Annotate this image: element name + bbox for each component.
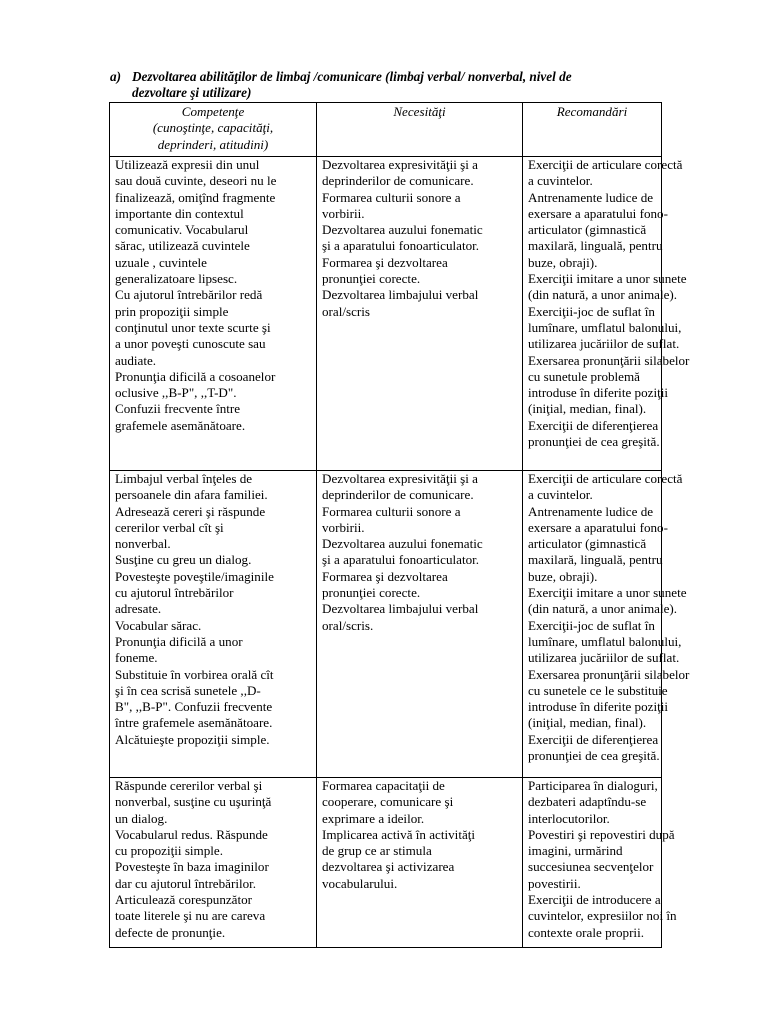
cell-text-line: oral/scris. [322, 617, 374, 633]
cell-text-line: nonverbal, susţine cu uşurinţă [115, 794, 272, 810]
cell-text-line: Vocabular sărac. [115, 617, 202, 633]
cell-text-line: a cuvintelor. [528, 487, 593, 503]
cell-text-line: Antrenamente ludice de [528, 189, 654, 205]
header-competente-line: Competenţe [181, 104, 245, 119]
table-row [110, 778, 662, 948]
cell-text-line: importante din contextul [115, 205, 244, 221]
cell-text-line: Exerciţii de diferenţierea [528, 417, 659, 433]
cell-text-line: prin propoziţii simple [115, 303, 229, 319]
cell-text-line: foneme. [115, 650, 158, 666]
cell-text-line: exersare a aparatului fono- [528, 519, 668, 535]
cell-text-line: Adresează cereri şi răspunde [115, 503, 266, 519]
cell-text-line: vorbirii. [322, 205, 365, 221]
cell-text-line: Exerciţii-joc de suflat în [528, 617, 655, 633]
header-necesitati-line: Necesităţi [393, 104, 446, 119]
cell-text-line: Dezvoltarea auzului fonematic [322, 536, 483, 552]
cell-text-line: generalizatoare lipsesc. [115, 271, 238, 287]
cell-text-line: oral/scris [322, 303, 370, 319]
cell-text-line: Exerciţii de articulare corectă [528, 157, 683, 172]
cell-text-line: Articulează corespunzător [115, 892, 253, 908]
cell-text-line: maxilară, linguală, pentru [528, 238, 663, 254]
cell-text-line: pronunţiei de cea greşită. [528, 748, 660, 764]
cell-text-line: Exersarea pronunţării silabelor [528, 666, 690, 682]
cell-text-line: B", ,,B-P". Confuzii frecvente [115, 699, 273, 715]
table-row [110, 471, 662, 778]
cell-recomandari [523, 157, 690, 471]
cell-text-line: exprimare a ideilor. [322, 810, 425, 826]
cell-text-line: Vocabularul redus. Răspunde [115, 826, 268, 842]
cell-necesitati [317, 471, 523, 778]
cell-text-line: audiate. [115, 352, 157, 368]
section-marker: a) [110, 69, 121, 84]
cell-text-line: sărac, utilizează cuvintele [115, 238, 250, 254]
cell-text-line: imagini, urmărind [528, 843, 623, 859]
cell-text-line: Povestiri şi repovestiri după [528, 826, 675, 842]
cell-text-line: conţinutul unor texte scurte şi [115, 319, 271, 335]
cell-text-line: Substituie în vorbirea orală cît [115, 666, 274, 682]
cell-text-line: Dezvoltarea limbajului verbal [322, 287, 479, 303]
header-recomandari [523, 103, 662, 157]
cell-text-line: deprinderilor de comunicare. [322, 173, 474, 189]
cell-text-line: toate literele şi nu are careva [115, 908, 266, 924]
cell-text-line: uzuale , cuvintele [115, 254, 207, 270]
cell-text-line: un dialog. [115, 810, 168, 826]
cell-text-line: Povesteşte poveştile/imaginile [115, 568, 274, 584]
cell-text-line: Exersarea pronunţării silabelor [528, 352, 690, 368]
cell-text-line: Povesteşte în baza imaginilor [115, 859, 269, 875]
cell-text-line: cererilor verbal cît şi [115, 519, 224, 535]
cell-text-line: dar cu ajutorul întrebărilor. [115, 875, 257, 891]
header-necesitati [317, 103, 523, 157]
cell-text-line: cu propoziţii simple. [115, 843, 224, 859]
cell-text-line: Pronunţia dificilă a unor [115, 633, 243, 649]
cell-text-line: Utilizează expresii din unul [115, 157, 260, 172]
cell-text-line: vorbirii. [322, 519, 365, 535]
cell-text-line: dezbateri adaptîndu-se [528, 794, 647, 810]
cell-text-line: buze, obraji). [528, 254, 598, 270]
cell-text-line: de grup ce ar stimula [322, 843, 432, 859]
cell-text-line: utilizarea jucăriilor de suflat. [528, 650, 680, 666]
cell-text-line: şi a aparatului fonoarticulator. [322, 552, 480, 568]
cell-text-line: persoanele din afara familiei. [115, 487, 268, 503]
cell-text-line: a cuvintelor. [528, 173, 593, 189]
cell-text-line: cu ajutorul întrebărilor [115, 585, 234, 601]
cell-text-line: Formarea capacitaţii de [322, 778, 445, 793]
cell-text-line: maxilară, linguală, pentru [528, 552, 663, 568]
cell-text-line: Cu ajutorul întrebărilor redă [115, 287, 263, 303]
cell-text-line: exersare a aparatului fono- [528, 205, 668, 221]
cell-text-line: Răspunde cererilor verbal şi [115, 778, 263, 793]
cell-text-line: Participarea în dialoguri, [528, 778, 658, 793]
cell-text-line: Implicarea activă în activităţi [322, 826, 476, 842]
table-row [110, 157, 662, 471]
cell-text-line: comunicativ. Vocabularul [115, 222, 249, 238]
cell-text-line: utilizarea jucăriilor de suflat. [528, 336, 680, 352]
assessment-table [109, 102, 690, 948]
header-competente-line: deprinderi, atitudini) [157, 136, 269, 152]
cell-text-line: lumînare, umflatul balonului, [528, 633, 682, 649]
cell-text-line: Antrenamente ludice de [528, 503, 654, 519]
cell-text-line: deprinderilor de comunicare. [322, 487, 474, 503]
cell-text-line: pronunţiei corecte. [322, 271, 421, 287]
cell-text-line: Pronunţia dificilă a cosoanelor [115, 368, 276, 384]
cell-text-line: Exerciţii de articulare corectă [528, 471, 683, 486]
cell-text-line: Susţine cu greu un dialog. [115, 552, 252, 568]
cell-text-line: Exerciţii imitare a unor sunete [528, 585, 687, 601]
header-competente [110, 103, 317, 157]
cell-text-line: Alcătuieşte propoziţii simple. [115, 731, 270, 747]
cell-necesitati [317, 778, 523, 948]
cell-text-line: (din natură, a unor animale). [528, 601, 678, 617]
cell-text-line: şi a aparatului fonoarticulator. [322, 238, 480, 254]
cell-competente [110, 157, 317, 471]
cell-text-line: povestirii. [528, 875, 581, 891]
cell-text-line: Formarea culturii sonore a [322, 189, 461, 205]
cell-text-line: contexte orale proprii. [528, 924, 644, 940]
cell-text-line: succesiunea secvenţelor [528, 859, 654, 875]
cell-competente [110, 471, 317, 778]
cell-text-line: Confuzii frecvente între [115, 401, 241, 417]
section-title-line-1: Dezvoltarea abilităţilor de limbaj /comunicare (limbaj verbal/ nonverbal, nivel de [132, 69, 572, 84]
section-title-line-2: dezvoltare şi utilizare) [132, 85, 252, 100]
cell-text-line: defecte de pronunţie. [115, 924, 226, 940]
header-recomandari-line: Recomandări [556, 104, 628, 119]
cell-text-line: nonverbal. [115, 536, 171, 552]
cell-text-line: dezvoltarea şi activizarea [322, 859, 455, 875]
cell-text-line: Exerciţii-joc de suflat în [528, 303, 655, 319]
cell-text-line: articulator (gimnastică [528, 222, 647, 238]
cell-text-line: între grafemele asemănătoare. [115, 715, 273, 731]
cell-text-line: Dezvoltarea expresivităţii şi a [322, 157, 478, 172]
cell-text-line: cuvintelor, expresiilor noi în [528, 908, 677, 924]
cell-text-line: cu sunetele ce le substituie [528, 682, 668, 698]
cell-text-line: Formarea şi dezvoltarea [322, 254, 448, 270]
cell-text-line: (iniţial, median, final). [528, 715, 647, 731]
cell-text-line: adresate. [115, 601, 162, 617]
cell-text-line: lumînare, umflatul balonului, [528, 319, 682, 335]
cell-text-line: Exerciţii de diferenţierea [528, 731, 659, 747]
cell-text-line: cooperare, comunicare şi [322, 794, 454, 810]
cell-text-line: introduse în diferite poziţii [528, 699, 668, 715]
cell-text-line: (din natură, a unor animale). [528, 287, 678, 303]
cell-recomandari [523, 471, 690, 778]
cell-text-line: grafemele asemănătoare. [115, 417, 246, 433]
cell-text-line: Dezvoltarea auzului fonematic [322, 222, 483, 238]
cell-text-line: introduse în diferite poziţii [528, 385, 668, 401]
cell-text-line: Limbajul verbal înţeles de [115, 471, 253, 486]
cell-text-line: pronunţiei de cea greşită. [528, 434, 660, 450]
cell-text-line: Dezvoltarea expresivităţii şi a [322, 471, 478, 486]
cell-text-line: sau două cuvinte, deseori nu le [115, 173, 277, 189]
cell-text-line: a unor poveşti cunoscute sau [115, 336, 266, 352]
cell-necesitati [317, 157, 523, 471]
cell-text-line: Exerciţii de introducere a [528, 892, 661, 908]
cell-text-line: Dezvoltarea limbajului verbal [322, 601, 479, 617]
cell-text-line: oclusive ,,B-P", ,,T-D". [115, 385, 237, 401]
cell-text-line: Exerciţii imitare a unor sunete [528, 271, 687, 287]
header-competente-line: (cunoştinţe, capacităţi, [152, 120, 274, 136]
table-header-row [110, 103, 662, 157]
cell-text-line: Formarea şi dezvoltarea [322, 568, 448, 584]
cell-competente [110, 778, 317, 948]
section-heading [110, 69, 670, 101]
cell-text-line: (iniţial, median, final). [528, 401, 647, 417]
cell-text-line: pronunţiei corecte. [322, 585, 421, 601]
cell-text-line: cu sunetule problemă [528, 368, 640, 384]
cell-text-line: articulator (gimnastică [528, 536, 647, 552]
cell-text-line: finalizează, omiţînd fragmente [115, 189, 276, 205]
cell-text-line: interlocutorilor. [528, 810, 610, 826]
cell-text-line: Formarea culturii sonore a [322, 503, 461, 519]
cell-text-line: şi în cea scrisă sunetele ,,D- [115, 682, 261, 698]
cell-recomandari [523, 778, 677, 948]
cell-text-line: buze, obraji). [528, 568, 598, 584]
cell-text-line: vocabularului. [322, 875, 398, 891]
